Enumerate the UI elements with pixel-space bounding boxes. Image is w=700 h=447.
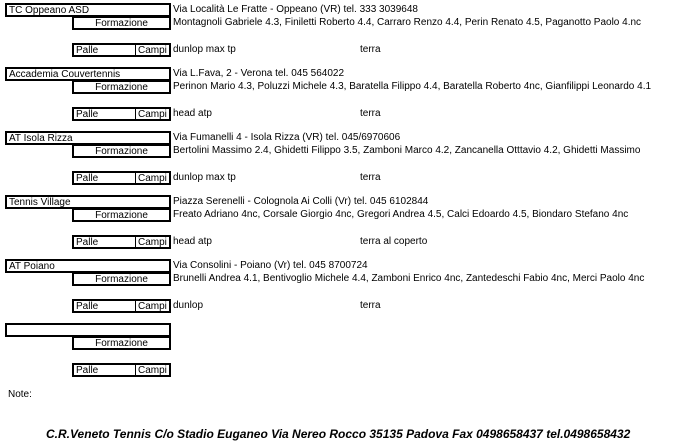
club-courts: terra al coperto [360,236,428,247]
palle-campi-box [72,299,171,313]
club-players: Perinon Mario 4.3, Poluzzi Michele 4.3, Baratella Filippo 4.4, Baratella Roberto 4nc, Gianfilippi Leonardo 4.1 [173,81,652,92]
club-name-box [5,195,171,209]
club-address: Via Fumanelli 4 - Isola Rizza (VR) tel. 045/6970606 [173,132,401,143]
club-balls: head atp [173,108,212,119]
club-players: Montagnoli Gabriele 4.3, Finiletti Roberto 4.4, Carraro Renzo 4.4, Perin Renato 4.5, Paganotto Paolo 4.nc [173,17,642,28]
club-players: Freato Adriano 4nc, Corsale Giorgio 4nc, Gregori Andrea 4.5, Calci Edoardo 4.5, Biondaro Stefano 4nc [173,209,629,220]
club-name: AT Poiano [9,261,55,272]
club-balls: head atp [173,236,212,247]
club-address: Piazza Serenelli - Colognola Ai Colli (Vr) tel. 045 6102844 [173,196,429,207]
club-name-box [5,259,171,273]
club-address: Via L.Fava, 2 - Verona tel. 045 564022 [173,68,345,79]
footer-contact: C.R.Veneto Tennis C/o Stadio Euganeo Via Nereo Rocco 35135 Padova Fax 0498658437 tel.0498658432 [46,427,631,441]
palle-campi-box [72,107,171,121]
formazione-label: Formazione [95,210,148,221]
palle-label: Palle [76,237,99,248]
campi-label: Campi [138,237,167,248]
club-name-box [5,3,171,17]
club-name: TC Oppeano ASD [9,5,90,16]
palle-label: Palle [76,365,99,376]
formazione-box [72,272,171,286]
formazione-box [72,336,171,350]
club-players: Brunelli Andrea 4.1, Bentivoglio Michele 4.4, Zamboni Enrico 4nc, Zantedeschi Fabio 4nc, Merci Paolo 4nc [173,273,645,284]
club-name-box [5,323,171,337]
formazione-label: Formazione [95,18,148,29]
club-courts: terra [360,108,381,119]
club-address: Via Consolini - Poiano (Vr) tel. 045 8700724 [173,260,368,271]
club-address: Via Località Le Fratte - Oppeano (VR) tel. 333 3039648 [173,4,418,15]
campi-label: Campi [138,301,167,312]
campi-label: Campi [138,45,167,56]
club-courts: terra [360,44,381,55]
formazione-label: Formazione [95,338,148,349]
club-players: Bertolini Massimo 2.4, Ghidetti Filippo 3.5, Zamboni Marco 4.2, Zancanella Otttavio 4.2, Ghidetti Massimo [173,145,641,156]
formazione-label: Formazione [95,82,148,93]
formazione-label: Formazione [95,146,148,157]
club-balls: dunlop max tp [173,172,236,183]
palle-label: Palle [76,301,99,312]
formazione-label: Formazione [95,274,148,285]
club-name: AT Isola Rizza [9,133,73,144]
club-name: Accademia Couvertennis [9,69,121,80]
formazione-box [72,144,171,158]
palle-campi-box [72,363,171,377]
formazione-box [72,80,171,94]
club-name: Tennis Village [9,197,71,208]
campi-label: Campi [138,173,167,184]
club-courts: terra [360,300,381,311]
campi-label: Campi [138,365,167,376]
club-courts: terra [360,172,381,183]
palle-label: Palle [76,173,99,184]
palle-label: Palle [76,109,99,120]
formazione-box [72,208,171,222]
palle-campi-box [72,235,171,249]
note-label: Note: [8,389,32,400]
palle-campi-box [72,171,171,185]
campi-label: Campi [138,109,167,120]
palle-campi-box [72,43,171,57]
club-name-box [5,67,171,81]
club-balls: dunlop max tp [173,44,236,55]
palle-label: Palle [76,45,99,56]
club-name-box [5,131,171,145]
club-balls: dunlop [173,300,204,311]
formazione-box [72,16,171,30]
